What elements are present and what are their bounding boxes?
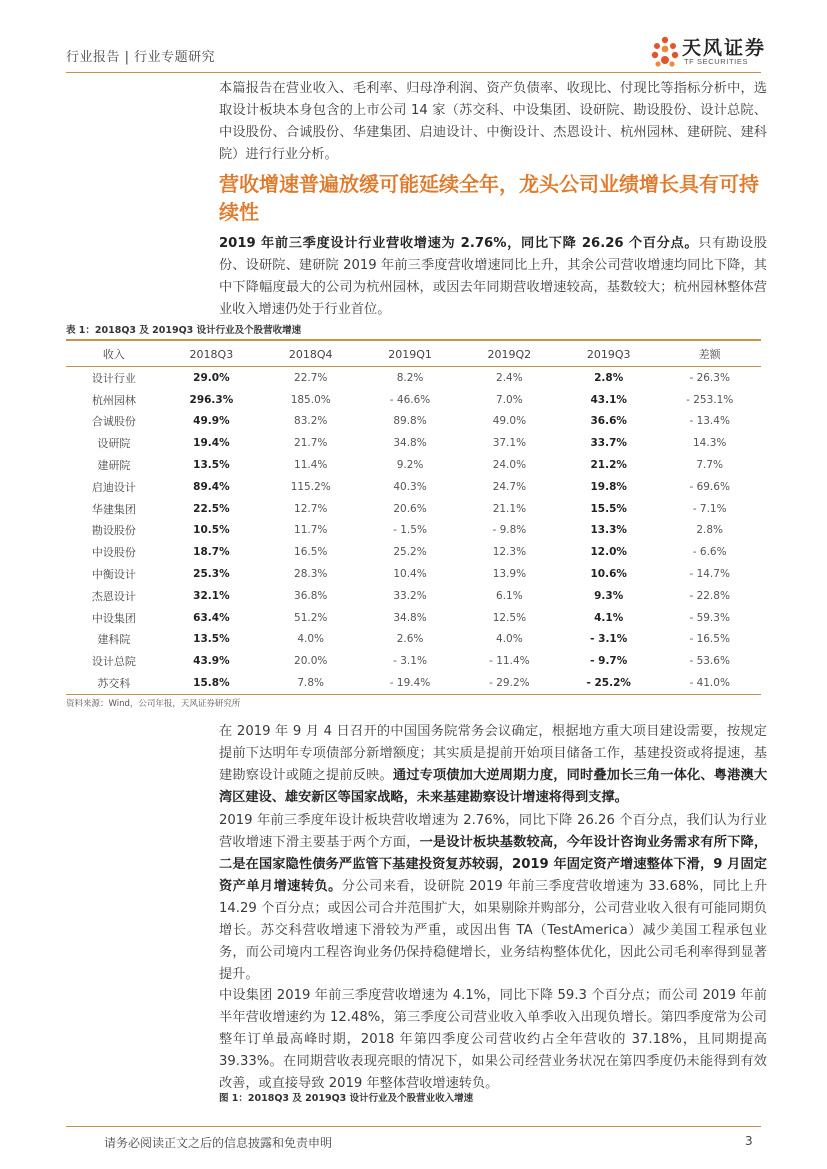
table-cell: - 3.1% [590,633,628,646]
table-cell: 12.7% [294,502,328,515]
policy-text: 在 2019 年 9 月 4 日召开的中国国务院常务会议确定，根据地方重大项目建设需要，按规定提前下达明年专项债部分新增额度；其实质是提前开始项目储备工作，基建投资或将提速，基建勘察设计或随之提前反映。 [219,724,767,783]
table-cell: 89.4% [193,480,230,493]
table-cell: 13.3% [590,524,627,537]
zhongshe-paragraph: 中设集团 2019 年前三季度营收增速为 4.1%，同比下降 59.3 个百分点；而公司 2019 年前半年营收增速约为 12.48%，第三季度公司营业收入单季收入出现负增长。第四季度常为公司整年订单最高峰时期，2018 年第四季度公司营收约占全年营收的 37.18%，且同期提高 39.33%。在同期营收表现亮眼的情况下，如果公司经营业务状况在第四季度仍未能得到有效改善，或直接导致 2019 年整体营收增速转负。 [219,988,767,1091]
table-source-note: 资料来源：Wind，公司年报，天风证券研究所 [66,699,241,709]
table-cell: - 253.1% [686,393,734,406]
growth-detail: 只有勘设股份、设研院、建研院 2019 年前三季度营收增速同比上升，其余公司营收增速均同比下降，其中下降幅度最大的公司为杭州园林，或因去年同期营收增速较高，基数较大；杭州园林整体营业收入增速仍处于行业首位。 [219,236,768,317]
table-cell: 25.3% [193,568,230,581]
table-cell: 10.6% [590,568,627,581]
table-cell: 7.7% [696,459,724,472]
table-cell: 28.3% [294,568,328,581]
table-cell: 21.1% [492,502,527,515]
row-label: 建研院 [97,459,131,473]
table-cell: 9.2% [396,459,424,472]
table-cell: 37.1% [492,437,527,450]
table-row [66,541,761,563]
table-cell: - 53.6% [689,655,730,668]
table-row [66,498,761,520]
table-cell: 18.7% [193,546,230,559]
table-cell: 24.7% [492,480,527,493]
table-cell: - 46.6% [389,393,431,406]
page-number: 3 [745,1134,753,1148]
table-cell: 83.2% [294,415,328,428]
row-label: 中衡设计 [91,568,136,582]
table-cell: 13.9% [492,568,527,581]
table-cell: - 14.7% [689,568,730,581]
table-cell: 10.4% [393,568,427,581]
policy-paragraph [219,721,767,809]
row-label: 勘设股份 [91,524,136,538]
growth-paragraph [219,233,767,321]
col-header: 2018Q4 [261,342,360,367]
table-cell: - 7.1% [692,502,727,515]
table-cell: - 22.8% [689,589,730,602]
row-label: 杰恩设计 [91,589,136,603]
table-cell: 89.8% [393,415,427,428]
table-cell: - 29.2% [460,672,559,694]
table-cell: - 59.3% [689,611,730,624]
table-row [66,607,761,629]
table-cell: 15.8% [162,672,261,694]
header-divider [66,72,761,73]
row-label: 华建集团 [91,502,136,516]
logo-wordmark: 天风证券 [682,37,767,59]
table-cell: - 26.3% [689,371,730,384]
row-label: 设计总院 [91,655,136,669]
table-top-rule [66,339,761,341]
table-cell: 36.8% [294,589,328,602]
table-cell: 115.2% [290,480,331,493]
table-cell: 4.0% [496,633,523,646]
report-category: 行业报告 | 行业专题研究 [66,50,216,65]
row-label: 建科院 [97,633,131,647]
logo-flame-icon [650,36,680,70]
table-row [66,563,761,585]
table-cell: - 3.1% [393,655,427,668]
revenue-growth-table [66,342,761,695]
policy-key-point: 通过专项债加大逆周期力度，同时叠加长三角一体化、粤港澳大湾区建设、雄安新区等国家战略，未来基建勘察设计增速将得到支撑。 [219,768,768,805]
growth-key-finding: 2019 年前三季度设计行业营收增速为 2.76%，同比下降 26.26 个百分点。 [219,236,699,251]
table-row [66,389,761,411]
table-cell: 43.9% [193,655,230,668]
table-cell: 19.4% [193,437,230,450]
footer-divider [66,1126,761,1127]
table-cell: 4.1% [594,611,624,624]
section-heading: 营收增速普遍放缓可能延续全年，龙头公司业绩增长具有可持续性 [219,172,759,224]
table-cell: 63.4% [193,611,230,624]
table-cell: 296.3% [189,393,234,406]
table-cell: - 25.2% [559,672,658,694]
table-header-row [66,342,761,367]
col-header: 2019Q3 [559,342,658,367]
table-cell: 11.7% [294,524,328,537]
row-label: 中设集团 [91,611,136,625]
table-cell: 7.0% [496,393,523,406]
table-cell: 22.7% [294,371,328,384]
table-cell: 13.5% [193,459,230,472]
table-cell: 14.3% [693,437,727,450]
table-cell: 12.5% [492,611,527,624]
table-cell: 29.0% [193,371,230,384]
table-cell: 4.0% [297,633,325,646]
row-label: 设计行业 [91,371,136,385]
table-cell: - 6.6% [692,546,727,559]
table-cell: 8.2% [396,371,424,384]
table-cell: - 11.4% [489,655,530,668]
table-row [66,411,761,433]
table-cell: 43.1% [590,393,627,406]
table-caption: 表 1：2018Q3 及 2019Q3 设计行业及个股营收增速 [66,325,302,336]
table-cell: 12.0% [590,546,627,559]
row-label: 杭州园林 [91,393,136,407]
table-cell: 9.3% [594,589,624,602]
table-cell: 10.5% [193,524,230,537]
table-cell: 11.4% [294,459,328,472]
table-cell: 19.8% [590,480,627,493]
col-header: 2019Q2 [460,342,559,367]
table-cell: - 69.6% [689,480,730,493]
intro-paragraph: 本篇报告在营业收入、毛利率、归母净利润、资产负债率、收现比、付现比等指标分析中，选取设计板块本身包含的上市公司 14 家（苏交科、中设集团、设研院、勘设股份、设计总院、中设股份、合诚股份、华建集团、启迪设计、中衡设计、杰恩设计、杭州园林、建研院、建科院）进行行业分析。 [219,81,767,162]
table-row [66,454,761,476]
table-cell: - 19.4% [360,672,459,694]
table-cell: 33.2% [393,589,427,602]
row-label: 设研院 [97,437,131,451]
table-cell: 24.0% [492,459,527,472]
table-cell: 2.8% [594,371,624,384]
table-cell: 16.5% [294,546,328,559]
table-row [66,672,761,694]
table-row [66,585,761,607]
table-cell: 49.9% [193,415,230,428]
table-cell: 21.2% [590,459,627,472]
table-cell: 13.5% [193,633,230,646]
col-header: 2019Q1 [360,342,459,367]
row-label: 中设股份 [91,546,136,560]
table-cell: - 41.0% [658,672,761,694]
table-row [66,629,761,651]
table-cell: - 13.4% [689,415,730,428]
table-cell: 20.6% [393,502,427,515]
col-header: 差额 [658,342,761,367]
table-cell: 40.3% [393,480,427,493]
table-cell: 33.7% [590,437,627,450]
logo-subtitle: TF SECURITIES [684,57,749,66]
table-cell: 22.5% [193,502,230,515]
footer-disclaimer: 请务必阅读正文之后的信息披露和免责申明 [104,1136,333,1150]
row-label: 启迪设计 [91,480,136,494]
table-row [66,476,761,498]
table-cell: 15.5% [590,502,627,515]
table-cell: 12.3% [492,546,527,559]
table-cell: - 1.5% [393,524,427,537]
table-cell: - 9.8% [492,524,527,537]
table-cell: 2.4% [496,371,523,384]
table-row [66,367,761,389]
table-cell: 49.0% [492,415,527,428]
figure-caption: 图 1：2018Q3 及 2019Q3 设计行业及个股营业收入增速 [219,1093,474,1104]
table-cell: 6.1% [496,589,523,602]
table-cell: 21.7% [294,437,328,450]
analysis-reasons: 一是设计板块基数较高，今年设计咨询业务需求有所下降，二是在国家隐性债务严监管下基建投资复苏较弱，2019 年固定资产增速整体下滑，9 月固定资产单月增速转负。 [219,835,768,894]
table-body [66,367,761,695]
analysis-intro: 2019 年前三季度年设计板块营收增速为 2.76%，同比下降 26.26 个百分点，我们认为行业营收增速下滑主要基于两个方面， [219,813,767,850]
table-cell: 2.6% [396,633,424,646]
col-header: 收入 [66,342,162,367]
table-row [66,432,761,454]
analysis-company-detail: 分公司来看，设研院 2019 年前三季度营收增速为 33.68%，同比上升 14.29 个百分点；或因公司合并范围扩大，如果剔除并购部分，公司营业收入很有可能同期负增长。苏交科营收增速下滑较为严重，或因出售 TA（TestAmerica）减少美国工程承包业务，而公司境内工程咨询业务仍保持稳健增长，业务结构整体优化，因此公司毛利率得到显著提升。 [219,879,768,982]
table-cell: - 16.5% [689,633,730,646]
analysis-paragraph [219,810,767,986]
table-row [66,520,761,542]
col-header: 2018Q3 [162,342,261,367]
table-cell: 25.2% [393,546,427,559]
table-row [66,650,761,672]
table-cell: 34.8% [393,437,427,450]
table-cell: 2.8% [696,524,724,537]
table-cell: 185.0% [290,393,331,406]
row-label: 苏交科 [66,672,162,694]
table-cell: 20.0% [294,655,328,668]
table-cell: 51.2% [294,611,328,624]
table-cell: 34.8% [393,611,427,624]
row-label: 合诚股份 [91,415,136,429]
table-cell: 7.8% [261,672,360,694]
table-cell: 36.6% [590,415,627,428]
table-cell: - 9.7% [590,655,628,668]
table-cell: 32.1% [193,589,230,602]
